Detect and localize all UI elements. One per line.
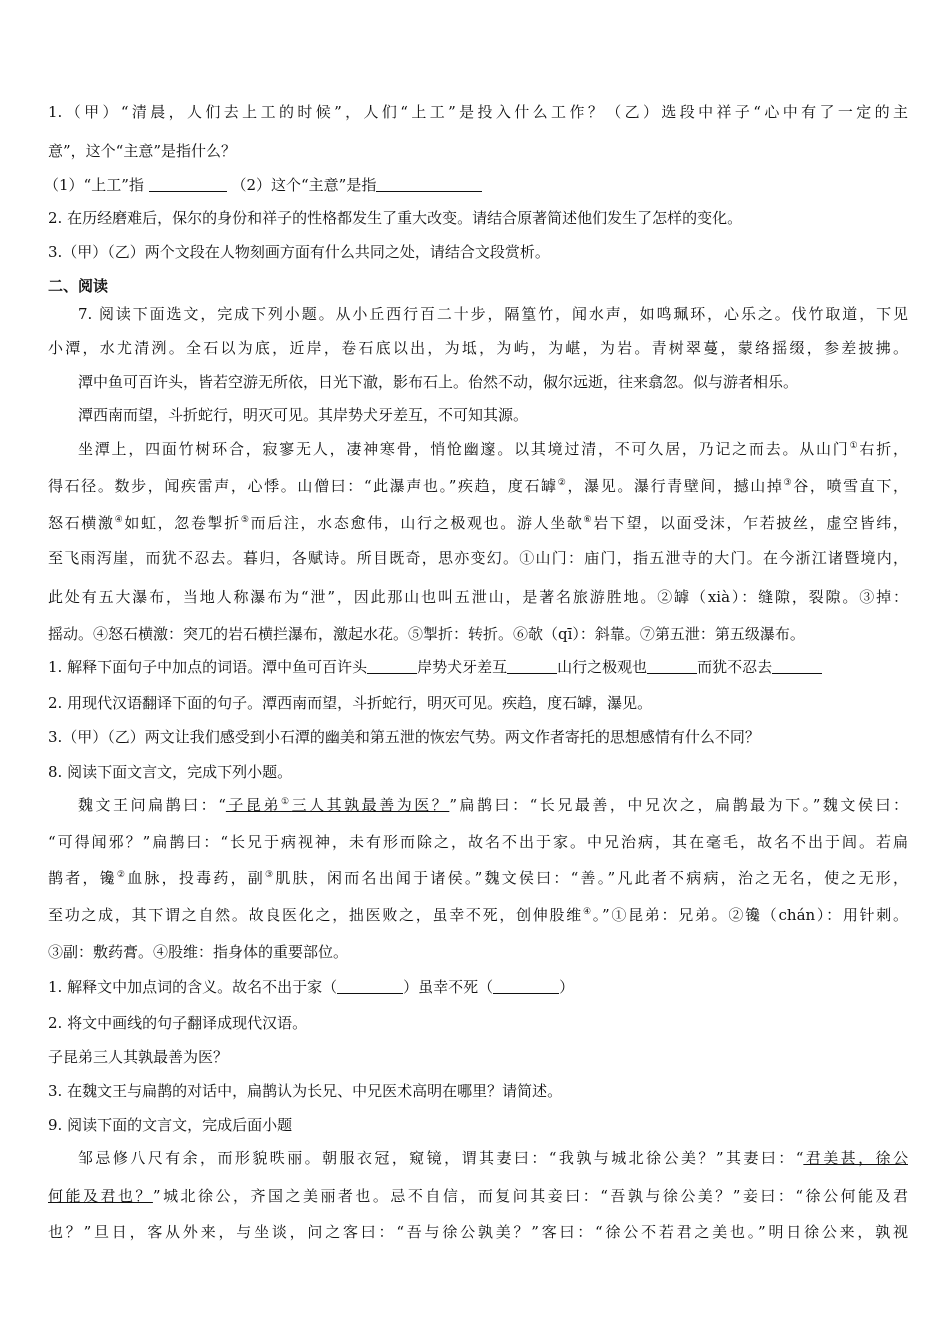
text-run: 谷，喷雪直下， <box>793 477 908 495</box>
answer-blank[interactable] <box>149 176 227 192</box>
q1-sub-b: （2）这个“主意”是指 <box>231 176 377 194</box>
p7-line8: 至飞雨泻崖，而犹不忍去。暮归，各赋诗。所目既奇，思亦变幻。①山门：庙门，指五泄寺的大门。在今浙江诸暨境内， <box>48 549 908 567</box>
q7-3: 3.（甲）（乙）两文让我们感受到小石潭的幽美和第五泄的恢宏气势。两文作者寄托的思想感情有什么不同？ <box>48 728 760 746</box>
q2-line: 2. 在历经磨难后，保尔的身份和祥子的性格都发生了重大改变。请结合原著简述他们发生了怎样的变化。 <box>48 209 743 227</box>
footnote-mark: ① <box>280 797 292 807</box>
q8-1 <box>48 977 908 997</box>
footnote-mark: ④ <box>582 907 593 917</box>
footnote-mark: ⑥ <box>583 515 594 525</box>
p9-heading: 9. 阅读下面的文言文，完成后面小题 <box>48 1116 293 1134</box>
answer-blank[interactable] <box>493 978 559 994</box>
p7-line1: 7. 阅读下面选文，完成下列小题。从小丘西行百二十步，隔篁竹，闻水声，如鸣珮环，心乐之。伐竹取道，下见 <box>78 305 908 323</box>
footnote-mark: ① <box>849 441 860 451</box>
text-run: ”城北徐公，齐国之美丽者也。忌不自信，而复问其妾曰：“吾孰与徐公美？”妾曰：“徐公何能及君 <box>152 1187 908 1205</box>
footnote-mark: ② <box>557 478 568 488</box>
text-run: 右折， <box>859 440 908 458</box>
p9-line2 <box>48 1186 908 1206</box>
answer-blank[interactable] <box>647 658 697 674</box>
q8-3: 3. 在魏文王与扁鹊的对话中，扁鹊认为长兄、中兄医术高明在哪里？请简述。 <box>48 1082 563 1100</box>
p7-line4: 潭西南而望，斗折蛇行，明灭可见。其岸势犬牙差互，不可知其源。 <box>78 406 529 424</box>
q1-line1: 1.（甲）“清晨，人们去上工的时候”，人们“上工”是投入什么工作？（乙）选段中祥子“心中有了一定的主 <box>48 103 908 121</box>
p9-line3: 也？”旦日，客从外来，与坐谈，问之客曰：“吾与徐公孰美？”客曰：“徐公不若君之美也。”明日徐公来，孰视 <box>48 1223 908 1241</box>
q7-1 <box>48 657 908 677</box>
answer-blank[interactable] <box>337 978 403 994</box>
text-run: 1. 解释下面句子中加点的词语。潭中鱼可百许头 <box>48 658 368 676</box>
text-run: ，瀑见。瀑行青壁间，撼山掉 <box>567 477 784 495</box>
text-run: 怒石横激 <box>48 514 115 532</box>
text-run: ） <box>559 978 575 996</box>
text-run: 肌肤，闲而名出闻于诸侯。”魏文侯曰：“善。”凡此者不病病，治之无名，使之无形， <box>275 869 908 887</box>
text-run: 三人其孰最善为医？ <box>291 796 450 814</box>
answer-blank[interactable] <box>507 658 557 674</box>
text-run: 而犹不忍去 <box>697 658 773 676</box>
text-run: 得石径。数步，闻疾雷声，心悸。山僧曰：“此瀑声也。”疾趋，度石罅 <box>48 477 558 495</box>
p8-line4 <box>48 905 908 925</box>
q1-subquestions <box>44 175 904 195</box>
p7-line9: 此处有五大瀑布，当地人称瀑布为“泄”，因此那山也叫五泄山，是著名旅游胜地。②罅（xià）：缝隙，裂隙。③掉： <box>48 588 908 606</box>
text-run: 子昆弟 <box>225 796 281 814</box>
text-run: 而后注，水态愈伟，山行之极观也。游人坐欹 <box>250 514 584 532</box>
q8-2-sentence: 子昆弟三人其孰最善为医？ <box>48 1048 229 1066</box>
answer-blank[interactable] <box>367 658 417 674</box>
text-run: ”扁鹊曰：“长兄最善，中兄次之，扁鹊最为下。”魏文侯曰： <box>449 796 908 814</box>
footnote-mark: ④ <box>114 515 125 525</box>
text-run: 岸势犬牙差互 <box>417 658 508 676</box>
text-run: 鹊者，镵 <box>48 869 117 887</box>
footnote-mark: ② <box>116 870 128 880</box>
text-run: 山行之极观也 <box>557 658 648 676</box>
q1-sub-a: （1）“上工”指 <box>44 176 144 194</box>
p8-line2: “可得闻邪？”扁鹊曰：“长兄于病视神，未有形而除之，故名不出于家。中兄治病，其在毫毛，故名不出于闾。若扁 <box>48 833 908 851</box>
text-run: 。”①昆弟：兄弟。②镵（chán）：用针刺。 <box>592 906 908 924</box>
p7-line6 <box>48 476 908 496</box>
text-run: 1. 解释文中加点词的含义。故名不出于家（ <box>48 978 338 996</box>
answer-blank[interactable] <box>772 658 822 674</box>
answer-blank[interactable] <box>376 176 482 192</box>
footnote-mark: ③ <box>265 870 276 880</box>
text-run: 魏文王问扁鹊曰：“ <box>78 796 226 814</box>
underlined-sentence: 何能及君也？ <box>48 1187 153 1205</box>
text-run: ）虽幸不死（ <box>403 978 494 996</box>
text-run: 如虹，忽卷掣折 <box>124 514 241 532</box>
text-run: 岩下望，以面受沫，乍若披丝，虚空皆纬， <box>593 514 908 532</box>
underlined-sentence: 君美甚，徐公 <box>803 1149 908 1167</box>
q1-line2: 意”，这个“主意”是指什么？ <box>48 142 237 160</box>
footnote-mark: ⑤ <box>240 515 251 525</box>
underlined-sentence <box>226 796 449 814</box>
p7-line10: 摇动。④怒石横激：突兀的岩石横拦瀑布，激起水花。⑤掣折：转折。⑥欹（qī）：斜靠。⑦第五泄：第五级瀑布。 <box>48 625 805 643</box>
footnote-mark: ③ <box>783 478 794 488</box>
p7-line3: 潭中鱼可百许头，皆若空游无所依，日光下澈，影布石上。佁然不动，俶尔远逝，往来翕忽。似与游者相乐。 <box>78 373 799 391</box>
p7-line7 <box>48 513 908 533</box>
text-run: 血脉，投毒药，副 <box>127 869 266 887</box>
p8-line3 <box>48 868 908 888</box>
text-run: 至功之成，其下谓之自然。故良医化之，拙医败之，虽幸不死，创伸股维 <box>48 906 583 924</box>
q7-2: 2. 用现代汉语翻译下面的句子。潭西南而望，斗折蛇行，明灭可见。疾趋，度石罅，瀑见。 <box>48 694 653 712</box>
q8-2: 2. 将文中画线的句子翻译成现代汉语。 <box>48 1014 308 1032</box>
text-run: 坐潭上，四面竹树环合，寂寥无人，凄神寒骨，悄怆幽邃。以其境过清，不可久居，乃记之而去。从山门 <box>78 440 850 458</box>
section-heading: 二、阅读 <box>48 277 109 295</box>
p8-line1 <box>78 795 908 815</box>
p8-heading: 8. 阅读下面文言文，完成下列小题。 <box>48 763 293 781</box>
q3-line: 3.（甲）（乙）两个文段在人物刻画方面有什么共同之处，请结合文段赏析。 <box>48 243 550 261</box>
p7-line2: 小潭，水尤清洌。全石以为底，近岸，卷石底以出，为坻，为屿，为嵁，为岩。青树翠蔓，蒙络摇缀，参差披拂。 <box>48 339 908 357</box>
p7-line5 <box>78 439 908 459</box>
p9-line1 <box>78 1148 908 1168</box>
text-run: 邹忌修八尺有余，而形貌昳丽。朝服衣冠，窥镜，谓其妻曰：“我孰与城北徐公美？”其妻曰：“ <box>78 1149 804 1167</box>
p8-line5: ③副：敷药膏。④股维：指身体的重要部位。 <box>48 943 349 961</box>
